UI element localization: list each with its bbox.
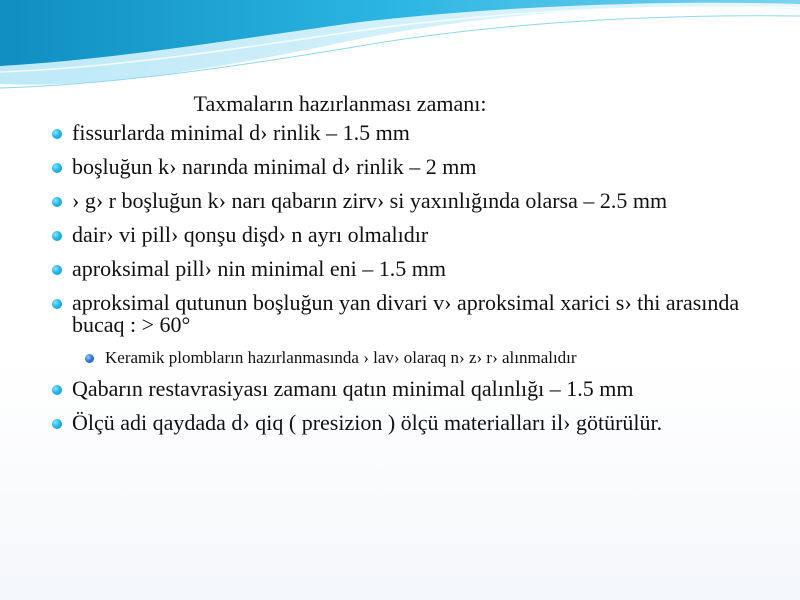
- bullet-text: › g› r boşluğun k› narı qabarın zirv› si yaxınlığında olarsa – 2.5 mm: [72, 188, 668, 213]
- bullet-dot-icon: [52, 265, 62, 275]
- bullet-item: [50, 258, 755, 280]
- bullet-dot-icon: [52, 419, 62, 429]
- bullet-list: [50, 122, 755, 434]
- bullet-dot-icon: [52, 231, 62, 241]
- bullet-dot-icon: [52, 385, 62, 395]
- bullet-item: [50, 156, 755, 178]
- bullet-text: Qabarın restavrasiyası zamanı qatın minimal qalınlığı – 1.5 mm: [72, 376, 634, 401]
- bullet-item: [50, 224, 755, 246]
- bullet-item: [50, 122, 755, 144]
- bullet-item: [50, 292, 755, 336]
- bullet-item: [50, 412, 755, 434]
- bullet-text: fissurlarda minimal d› rinlik – 1.5 mm: [72, 120, 410, 145]
- bullet-text: boşluğun k› narında minimal d› rinlik – 2 mm: [72, 154, 477, 179]
- bullet-text: dair› vi pill› qonşu dişd› n ayrı olmalıdır: [72, 222, 429, 247]
- bullet-text: aproksimal pill› nin minimal eni – 1.5 mm: [72, 256, 446, 281]
- bullet-dot-icon: [52, 299, 62, 309]
- bullet-text: Ölçü adi qaydada d› qiq ( presizion ) ölçü materialları il› götürülür.: [72, 410, 663, 435]
- bullet-text: aproksimal qutunun boşluğun yan divari v› aproksimal xarici s› thi arasında bucaq : > 60°: [72, 290, 740, 337]
- sub-bullet-text: Keramik plombların hazırlanmasında › lav› olaraq n› z› r› alınmalıdır: [105, 348, 577, 367]
- sub-bullet-item: [50, 348, 755, 368]
- bullet-dot-icon: [52, 129, 62, 139]
- bullet-dot-icon: [52, 163, 62, 173]
- bullet-item: [50, 378, 755, 400]
- slide-content: [50, 90, 755, 446]
- bullet-item: [50, 190, 755, 212]
- slide-title: Taxmaların hazırlanması zamanı:: [193, 91, 487, 116]
- bullet-dot-icon: [52, 197, 62, 207]
- header-wave-decoration: [0, 0, 800, 100]
- sub-bullet-dot-icon: [85, 354, 94, 363]
